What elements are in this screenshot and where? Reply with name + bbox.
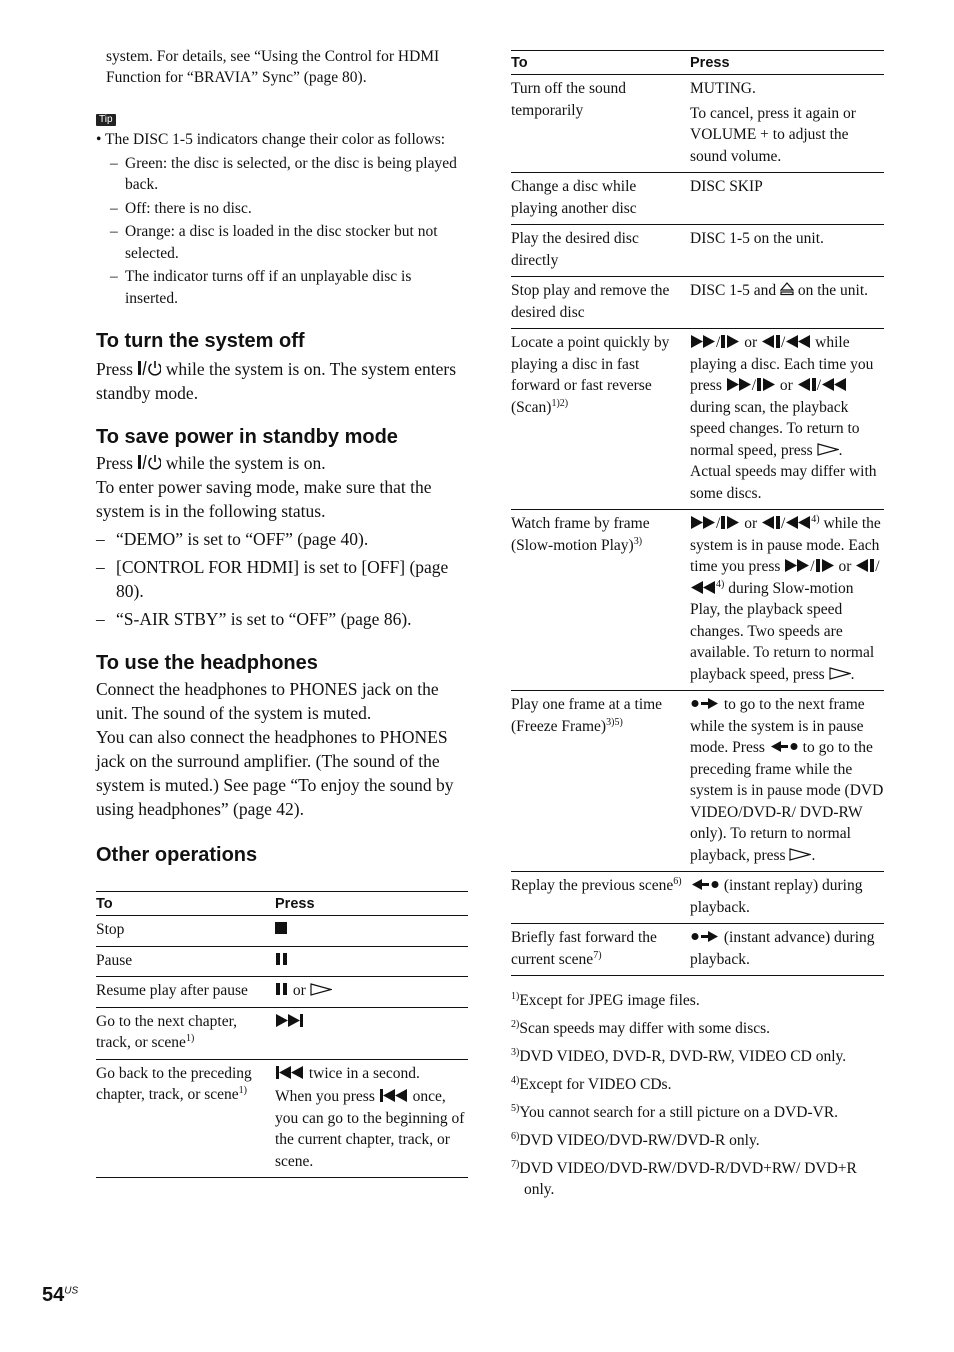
instant-advance-icon xyxy=(690,697,720,710)
instant-advance-icon xyxy=(690,930,720,943)
paragraph: You can also connect the headphones to PHONES jack on the surround amplifier. (The sound of the system is muted.) See page “To enjoy the sound by using headphones” (page 42). xyxy=(96,727,454,819)
cell-to: Resume play after pause xyxy=(96,977,275,1008)
eject-icon xyxy=(780,282,794,296)
operations-table-left xyxy=(96,891,468,1178)
pause-icon xyxy=(275,983,289,996)
cell-to: Turn off the sound temporarily xyxy=(511,75,690,173)
footnote-ref: 4) xyxy=(811,513,820,525)
table-row xyxy=(96,1007,468,1059)
column-header-to: To xyxy=(96,892,275,916)
cell-to: Stop play and remove the desired disc xyxy=(511,277,690,329)
table-row xyxy=(511,173,884,225)
previous-icon xyxy=(379,1089,409,1102)
cell-press xyxy=(275,1059,468,1178)
status-item: – “S-AIR STBY” is set to “OFF” (page 86). xyxy=(96,607,468,631)
footnote-ref: 6) xyxy=(673,875,682,887)
step-forward-icon xyxy=(720,516,740,529)
table-row xyxy=(511,924,884,976)
pause-icon xyxy=(275,953,289,966)
fast-reverse-icon xyxy=(821,378,847,391)
step-reverse-icon xyxy=(761,335,781,348)
text: Press xyxy=(96,359,138,379)
fast-forward-icon xyxy=(690,335,716,348)
cell-press: DISC SKIP xyxy=(690,173,884,225)
table-row xyxy=(511,872,884,924)
stop-icon xyxy=(275,922,288,935)
step-reverse-icon xyxy=(797,378,817,391)
play-icon xyxy=(817,443,839,456)
previous-icon xyxy=(275,1066,305,1079)
text: or xyxy=(289,982,310,999)
step-reverse-icon xyxy=(855,559,875,572)
cell-press: (instant advance) during playback. xyxy=(690,924,884,976)
play-icon xyxy=(829,667,851,680)
cell-to: Watch frame by frame (Slow-motion Play)$^{3)}$ xyxy=(511,510,690,691)
text: while the system is on. xyxy=(161,453,326,473)
footnote-ref: 1) xyxy=(238,1084,248,1096)
footnote-ref: 3) xyxy=(633,535,643,547)
tip-badge: Tip xyxy=(96,114,116,126)
footnote-ref: 3)5) xyxy=(606,716,623,728)
cell-press: / or / while playing a disc. Each time you press / or / during scan, the playback speed changes. To return to normal speed, press . Actual speeds may differ with some discs. xyxy=(690,329,884,510)
section-turn-off xyxy=(96,329,468,405)
cell-press: DISC 1-5 and on the unit. xyxy=(690,277,884,329)
tip-item: – Off: there is no disc. xyxy=(96,198,468,220)
footnotes xyxy=(511,990,884,1200)
footnote-ref: 1)2) xyxy=(551,397,569,409)
table-row xyxy=(511,510,884,691)
cell-press xyxy=(275,946,468,977)
section-headphones xyxy=(96,651,468,821)
table-row xyxy=(96,946,468,977)
footnote-ref: 7) xyxy=(593,949,602,961)
table-row xyxy=(511,75,884,173)
section-heading: To turn the system off xyxy=(96,330,305,352)
footnote: $^{5)}$You cannot search for a still picture on a DVD-VR. xyxy=(511,1102,839,1121)
section-heading: Other operations xyxy=(96,844,258,866)
power-icon xyxy=(137,360,161,376)
cell-press: (instant replay) during playback. xyxy=(690,872,884,924)
cell-press: to go to the next frame while the system is in pause mode. Press to go to the preceding frame while the system is in pause mode (DVD VIDEO/DVD-R/ DVD-RW only). To return to normal playback, press . xyxy=(690,691,884,872)
tip-item: – The indicator turns off if an unplayable disc is inserted. xyxy=(96,266,468,309)
cell-to: Locate a point quickly by playing a disc in fast forward or fast reverse (Scan)$^{1)2)}$ xyxy=(511,329,690,510)
play-icon xyxy=(310,983,332,996)
footnote-ref: 1) xyxy=(185,1032,195,1044)
table-row xyxy=(511,691,884,872)
text: while the system is on. The system enters standby mode. xyxy=(96,359,457,403)
section-heading: To save power in standby mode xyxy=(96,426,398,448)
text: Press xyxy=(96,453,138,473)
footnote: $^{2)}$Scan speeds may differ with some discs. xyxy=(511,1018,771,1037)
table-row xyxy=(96,977,468,1008)
cell-to: Stop xyxy=(96,916,275,947)
section-save-power xyxy=(96,425,468,631)
step-forward-icon xyxy=(720,335,740,348)
cell-to: Replay the previous scene$^{6)}$ xyxy=(511,872,690,924)
fast-forward-icon xyxy=(726,378,752,391)
status-item: – [CONTROL FOR HDMI] is set to [OFF] (page 80). xyxy=(96,555,468,603)
footnote: $^{6)}$DVD VIDEO/DVD-RW/DVD-R only. xyxy=(511,1130,760,1149)
footnote: $^{1)}$Except for JPEG image files. xyxy=(511,990,700,1009)
column-header-to: To xyxy=(511,51,690,75)
table-row xyxy=(96,1059,468,1178)
intro-paragraph: system. For details, see “Using the Control for HDMI Function for “BRAVIA” Sync” (page 80). xyxy=(106,48,440,86)
footnote: $^{4)}$Except for VIDEO CDs. xyxy=(511,1074,672,1093)
right-column xyxy=(511,50,884,1200)
step-reverse-icon xyxy=(761,516,781,529)
instant-replay-icon xyxy=(690,878,720,891)
cell-press: DISC 1-5 on the unit. xyxy=(690,225,884,277)
paragraph: To enter power saving mode, make sure that the system is in the following status. xyxy=(96,477,432,521)
status-item: – “DEMO” is set to “OFF” (page 40). xyxy=(96,527,468,551)
column-header-press: Press xyxy=(690,51,884,75)
page-region-suffix: US xyxy=(64,1285,79,1297)
table-row xyxy=(96,916,468,947)
operations-table-right xyxy=(511,50,884,976)
table-row xyxy=(511,277,884,329)
step-forward-icon xyxy=(756,378,776,391)
cell-press xyxy=(275,977,468,1008)
fast-reverse-icon xyxy=(690,581,716,594)
text: twice in a second. xyxy=(305,1064,420,1082)
cell-to: Pause xyxy=(96,946,275,977)
footnote-ref: 4) xyxy=(716,578,725,590)
tip-item: – Orange: a disc is loaded in the disc stocker but not selected. xyxy=(96,221,468,264)
cell-to: Play the desired disc directly xyxy=(511,225,690,277)
text: once, you can go to the beginning of the current chapter, track, or scene. xyxy=(275,1088,465,1170)
cell-to: Play one frame at a time (Freeze Frame)$^{3)5)}$ xyxy=(511,691,690,872)
fast-forward-icon xyxy=(690,516,716,529)
play-icon xyxy=(789,848,811,861)
power-icon xyxy=(137,454,161,470)
tip-item: – Green: the disc is selected, or the disc is being played back. xyxy=(96,153,468,196)
column-header-press: Press xyxy=(275,892,468,916)
cell-press xyxy=(275,1007,468,1059)
paragraph: Connect the headphones to PHONES jack on the unit. The sound of the system is muted. xyxy=(96,679,439,723)
next-icon xyxy=(275,1014,305,1027)
text: MUTING. xyxy=(690,80,756,97)
cell-press xyxy=(690,75,884,173)
section-other-operations xyxy=(96,843,468,867)
cell-to: Briefly fast forward the current scene$^{7)}$ xyxy=(511,924,690,976)
left-column xyxy=(96,0,468,1178)
fast-reverse-icon xyxy=(785,516,811,529)
tip-block xyxy=(96,102,468,309)
tip-bullet: • The DISC 1-5 indicators change their color as follows: xyxy=(96,131,446,148)
text: To cancel, press it again or VOLUME + to adjust the sound volume. xyxy=(690,104,856,165)
fast-forward-icon xyxy=(784,559,810,572)
cell-press xyxy=(275,916,468,947)
table-row xyxy=(511,329,884,510)
text: When you press xyxy=(275,1088,379,1105)
fast-reverse-icon xyxy=(785,335,811,348)
cell-to: Go back to the preceding chapter, track, or scene$^{1)}$ xyxy=(96,1059,275,1178)
page-number: $54^{US}$ xyxy=(42,1284,79,1306)
footnote: $^{3)}$DVD VIDEO, DVD-R, DVD-RW, VIDEO CD only. xyxy=(511,1046,847,1065)
section-heading: To use the headphones xyxy=(96,652,318,674)
footnote: $^{7)}$DVD VIDEO/DVD-RW/DVD-R/DVD+RW/ DVD+R only. xyxy=(511,1158,857,1198)
step-forward-icon xyxy=(815,559,835,572)
cell-to: Change a disc while playing another disc xyxy=(511,173,690,225)
instant-replay-icon xyxy=(769,740,799,753)
cell-to: Go to the next chapter, track, or scene$^{1)}$ xyxy=(96,1007,275,1059)
table-row xyxy=(511,225,884,277)
cell-press: / or / $^{4)}$ while the system is in pause mode. Each time you press / or /$^{4)}$ during Slow-motion Play, the playback speed changes. Two speeds are available. To return to normal playback speed, press . xyxy=(690,510,884,691)
